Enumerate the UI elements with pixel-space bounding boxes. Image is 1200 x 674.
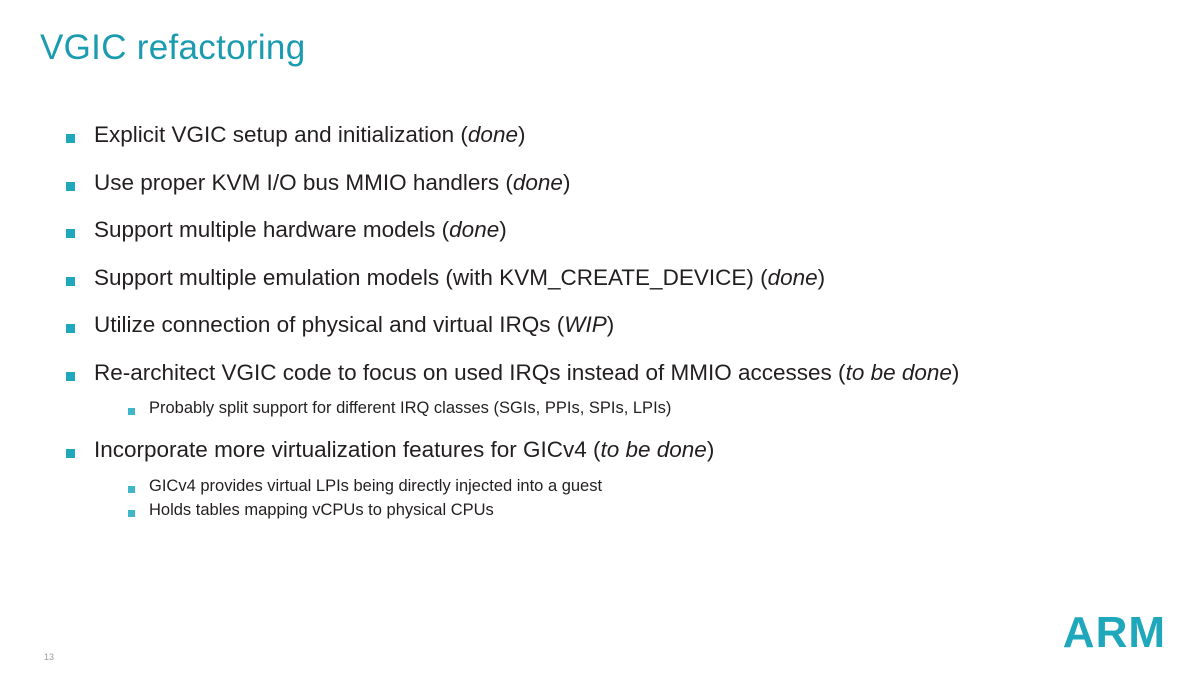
page-number: 13 [44, 652, 55, 662]
list-item [128, 399, 1156, 419]
list-item [66, 437, 1156, 464]
list-item-text [94, 122, 525, 149]
list-item-text-emphasis: done [467, 122, 518, 147]
list-item [128, 477, 1156, 497]
square-bullet-icon [66, 134, 75, 143]
list-item-text [94, 437, 714, 464]
list-item-text: GICv4 provides virtual LPIs being directly injected into a guest [149, 476, 603, 495]
list-item-text-emphasis: WIP [564, 312, 607, 338]
list-item-text-post: ) [706, 437, 715, 463]
list-item-text-pre: Re-architect VGIC code to focus on used IRQs instead of MMIO accesses ( [94, 359, 846, 385]
list-item-text [94, 360, 959, 387]
list-item-text-post: ) [499, 217, 507, 243]
list-item-text-pre: Incorporate more virtualization features for GICv4 ( [94, 437, 601, 463]
sub-list [66, 399, 1156, 419]
list-item [66, 312, 1156, 339]
list-item-text: Probably split support for different IRQ classes (SGIs, PPIs, SPIs, LPIs) [149, 399, 672, 418]
square-bullet-icon [66, 277, 75, 286]
list-item [128, 501, 1156, 521]
list-item-text-post: ) [817, 264, 826, 290]
square-bullet-icon [66, 182, 75, 191]
list-item-text [94, 170, 570, 197]
page-title: VGIC refactoring [40, 28, 306, 67]
list-item-text-post: ) [951, 359, 960, 385]
list-item [66, 265, 1156, 292]
square-bullet-icon [128, 408, 135, 415]
list-item-text-pre: Support multiple hardware models ( [94, 217, 450, 243]
list-item-text-post: ) [517, 122, 526, 147]
list-item [66, 360, 1156, 387]
list-item-text-emphasis: done [449, 217, 500, 243]
list-item-text [94, 265, 825, 292]
list-item-text-post: ) [606, 312, 615, 338]
list-item-text [94, 217, 507, 244]
list-item-text [94, 312, 614, 339]
list-item-text-emphasis: done [512, 169, 563, 195]
list-item-text-pre: Support multiple emulation models (with KVM_CREATE_DEVICE) ( [94, 264, 768, 290]
list-item-text-emphasis: done [767, 264, 818, 290]
arm-logo: ARM [1062, 608, 1166, 657]
list-item-text-emphasis: to be done [845, 359, 952, 385]
list-item-text-post: ) [562, 169, 571, 195]
square-bullet-icon [66, 229, 75, 238]
square-bullet-icon [66, 324, 75, 333]
square-bullet-icon [128, 510, 135, 517]
sub-list [66, 477, 1156, 522]
list-item [66, 217, 1156, 244]
bullet-list [66, 122, 1156, 539]
list-item-text-emphasis: to be done [600, 437, 707, 463]
square-bullet-icon [128, 486, 135, 493]
list-item-text-pre: Explicit VGIC setup and initialization ( [94, 122, 468, 147]
square-bullet-icon [66, 372, 75, 381]
list-item-text-pre: Utilize connection of physical and virtual IRQs ( [94, 312, 565, 338]
square-bullet-icon [66, 449, 75, 458]
list-item [66, 170, 1156, 197]
list-item-text-pre: Use proper KVM I/O bus MMIO handlers ( [94, 169, 513, 195]
list-item [66, 122, 1156, 149]
list-item-text: Holds tables mapping vCPUs to physical CPUs [149, 501, 494, 520]
